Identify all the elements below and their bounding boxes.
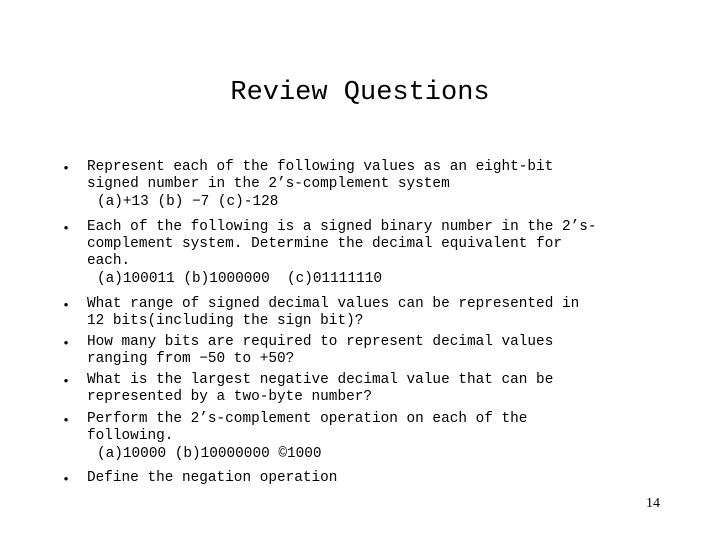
question-text-line: How many bits are required to represent decimal values (87, 334, 554, 350)
question-subparts: (a)10000 (b)10000000 ©1000 (97, 446, 322, 462)
question-text-line: Perform the 2’s-complement operation on each of the (87, 411, 528, 427)
page-number: 14 (646, 496, 660, 511)
question-text-line: What is the largest negative decimal value that can be (87, 372, 554, 388)
question-subparts: (a)+13 (b) −7 (c)-128 (97, 194, 279, 210)
question-text-line: signed number in the 2’s-complement system (87, 176, 450, 192)
bullet-icon: • (63, 373, 69, 388)
bullet-icon: • (63, 220, 69, 235)
bullet-icon: • (63, 412, 69, 427)
question-text-line: Each of the following is a signed binary number in the 2’s- (87, 219, 597, 235)
slide-title: Review Questions (230, 78, 490, 108)
question-text-line: each. (87, 253, 131, 269)
question-text-line: represented by a two-byte number? (87, 389, 372, 405)
question-subparts: (a)100011 (b)1000000 (c)01111110 (97, 271, 382, 287)
question-text-line: ranging from −50 to +50? (87, 351, 295, 367)
bullet-icon: • (63, 297, 69, 312)
bullet-icon: • (63, 471, 69, 486)
bullet-icon: • (63, 335, 69, 350)
question-text-line: What range of signed decimal values can be represented in (87, 296, 580, 312)
bullet-icon: • (63, 160, 69, 175)
question-text-line: following. (87, 428, 174, 444)
question-text-line: Represent each of the following values as an eight-bit (87, 159, 554, 175)
question-text-line: complement system. Determine the decimal equivalent for (87, 236, 562, 252)
question-text-line: 12 bits(including the sign bit)? (87, 313, 364, 329)
question-text-line: Define the negation operation (87, 470, 338, 486)
